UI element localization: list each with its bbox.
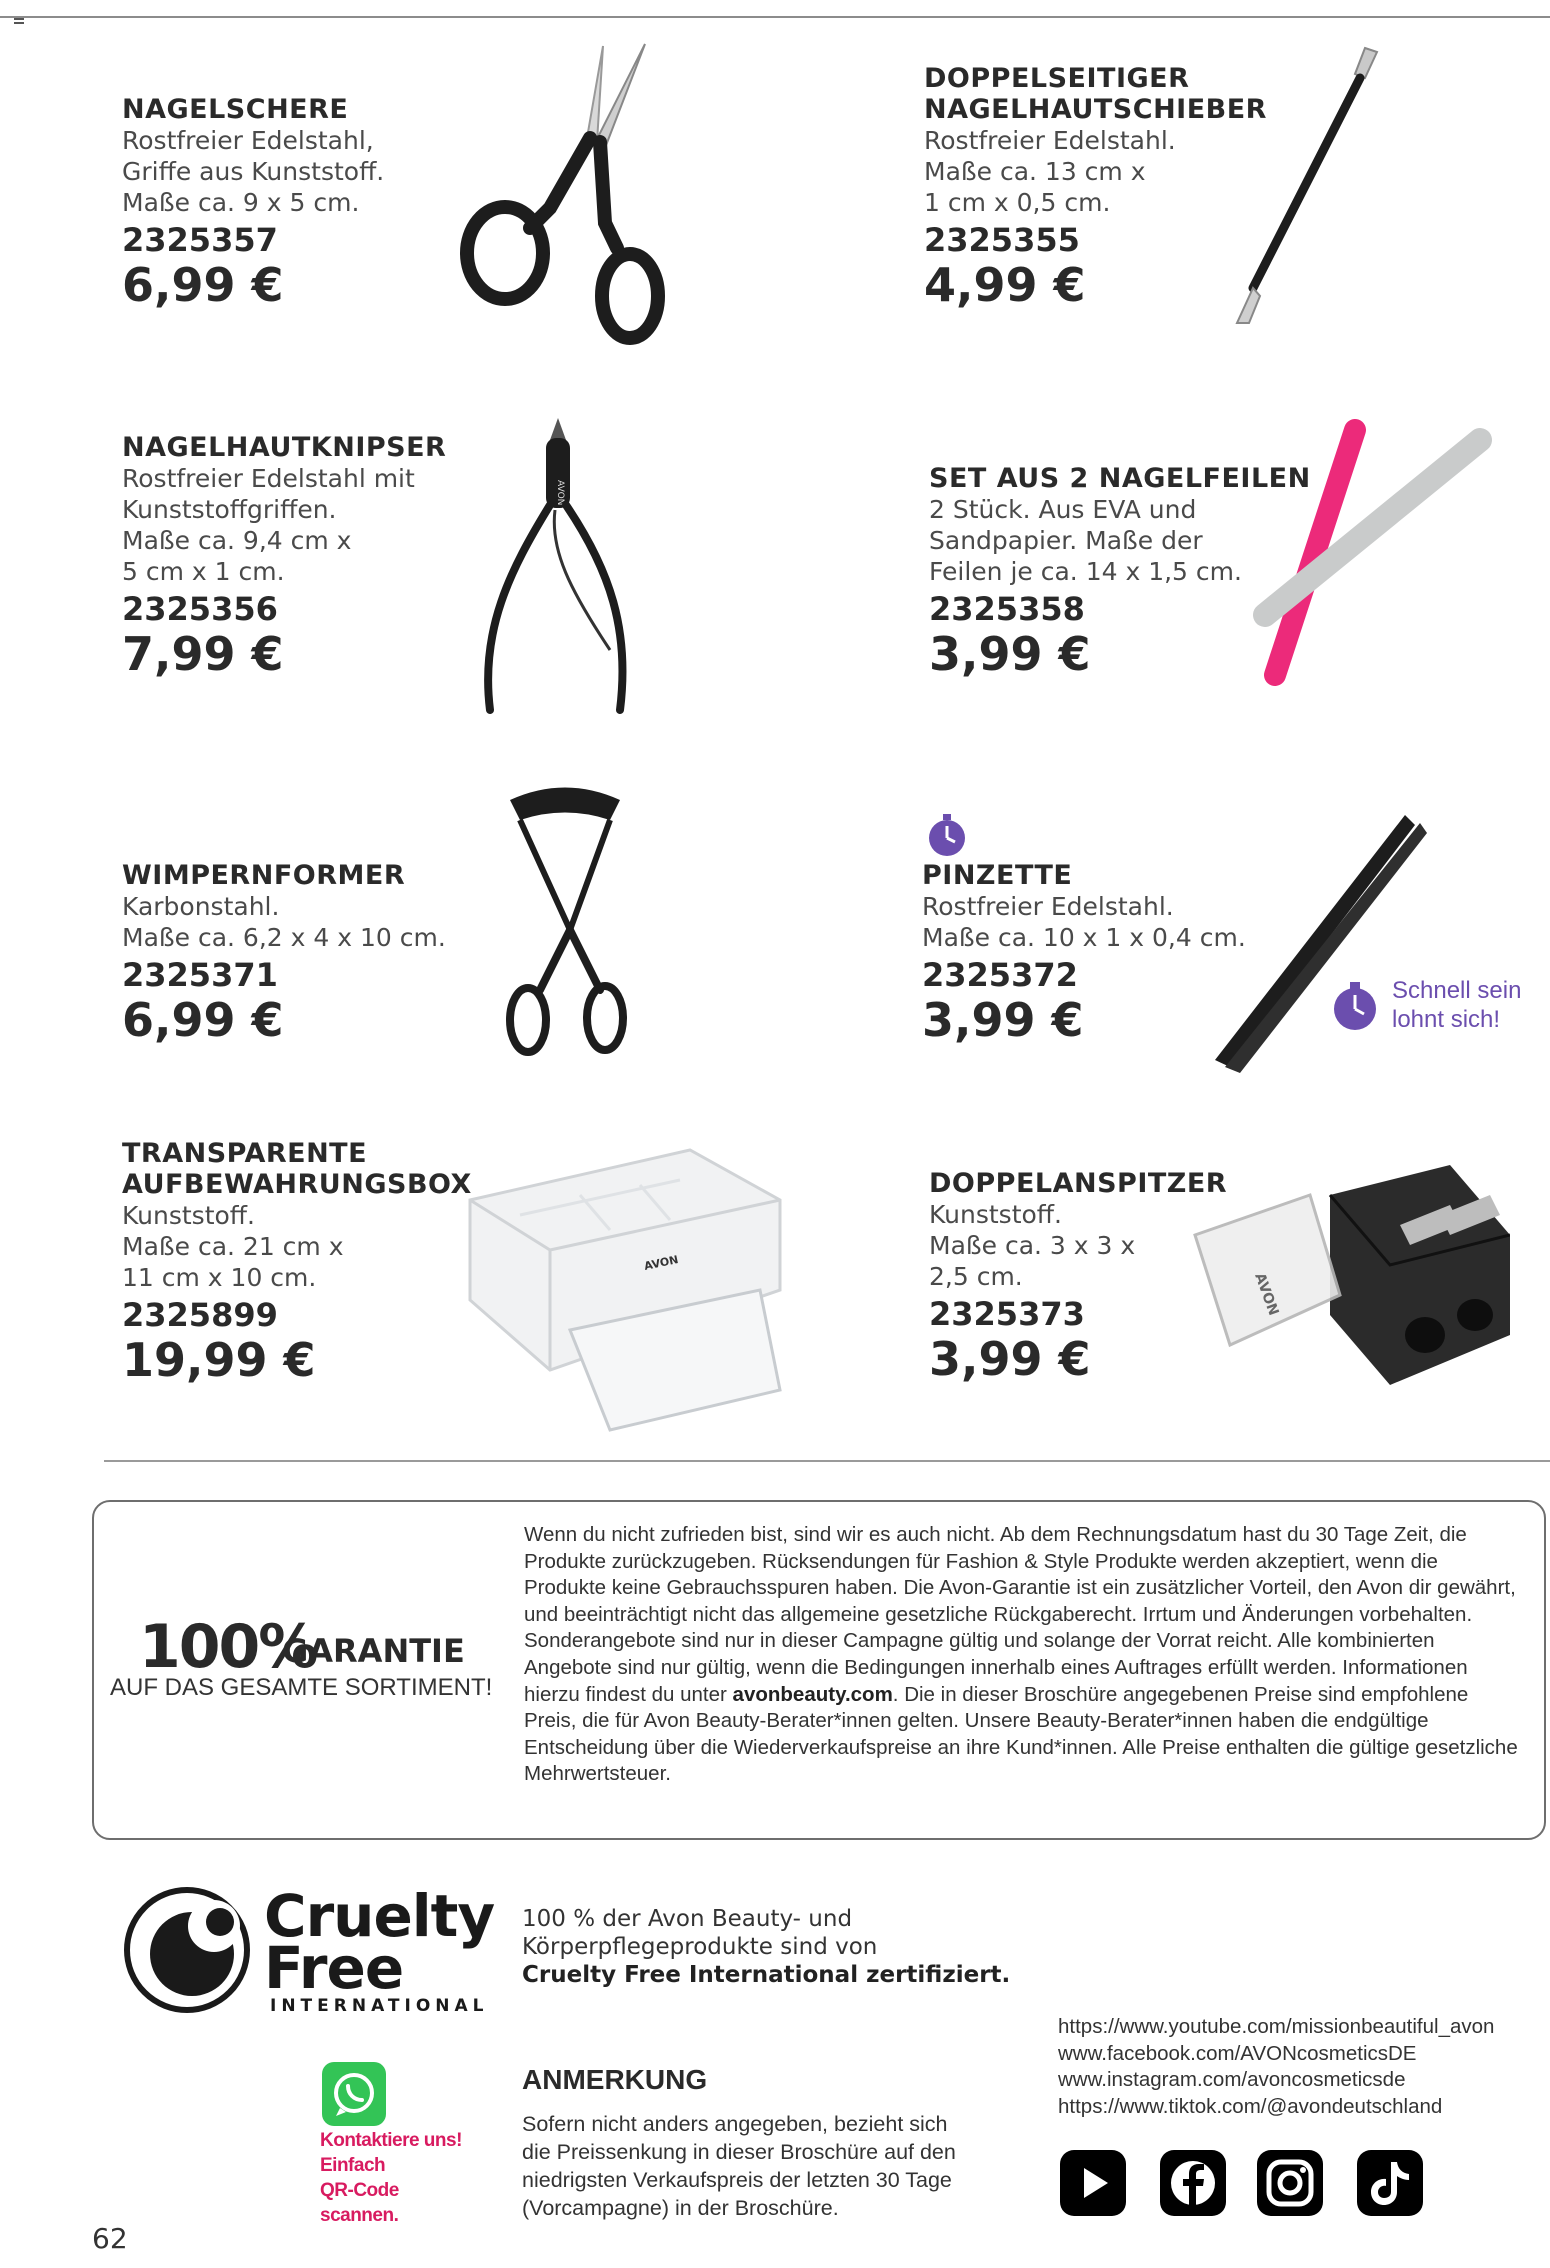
guarantee-text-b: . Die in dieser Broschüre angegebenen Preise sind empfohlene Preis, die für Avon Beauty-Berater*innen gelten. Unsere Beauty-Berater*innen haben die endgültige Entscheidung über die Wiederverkaufspreise an ihre Kund*innen. Alle Preise enthalten die gültige gesetzliche Mehrwertsteuer. [524,1682,1518,1786]
product-title: DOPPELSEITIGER NAGELHAUTSCHIEBER [924,63,1267,125]
product-wimpernformer [122,860,446,1045]
brand-stamp: AVON [555,480,565,506]
product-code: 2325899 [122,1296,278,1334]
guarantee-text-a: Wenn du nicht zufrieden bist, sind wir es auch nicht. Ab dem Rechnungsdatum hast du 30 Tage Zeit, die Produkte zurückzugeben. Rücksendungen für Fashion & Style Produkte werden akzeptiert, wenn die Produkte keine Gebrauchsspuren haben. Die Avon-Garantie ist ein zusätzlicher Vorteil, den Avon dir gewährt, und beeinträchtigt nicht das allgemeine gesetzliche Rückgaberecht. Irrtum und Änderungen vorbehalten. Sonderangebote sind nur in dieser Campagne gültig und solange der Vorrat reicht. Alle kombinierten Angebote sind nur gültig, wenn die Bedingungen innerhalb eines Auftrages erfüllt werden. Informationen hierzu findest du unter [524,1523,1516,1706]
timer-note-line2: lohnt sich! [1392,1006,1501,1033]
product-price: 3,99 € [922,993,1084,1047]
nail-scissors-image [455,38,695,348]
tiktok-link[interactable]: https://www.tiktok.com/@avondeutschland [1058,2094,1443,2118]
storage-box-image [460,1140,790,1440]
guarantee-link[interactable]: avonbeauty.com [732,1682,893,1706]
product-title: DOPPELANSPITZER [929,1168,1228,1199]
product-aufbewahrungsbox [122,1138,472,1385]
cruelty-free-intl: INTERNATIONAL [270,1996,489,2016]
menu-mark [14,18,24,24]
product-code: 2325355 [924,221,1080,259]
product-code: 2325372 [922,956,1078,994]
product-description: Rostfreier Edelstahl, Griffe aus Kunststoff. Maße ca. 9 x 5 cm. [122,126,385,217]
whatsapp-glyph-icon [322,2062,386,2126]
cruelty-free-rabbit-icon [122,1884,252,2014]
youtube-link[interactable]: https://www.youtube.com/missionbeautiful_avon [1058,2015,1495,2038]
product-code: 2325373 [929,1295,1085,1333]
instagram-icon[interactable] [1255,2148,1325,2218]
product-price: 6,99 € [122,993,284,1047]
product-code: 2325356 [122,590,278,628]
product-doppelanspitzer [929,1168,1227,1384]
section-divider [104,1460,1550,1462]
guarantee-word: GARANTIE [282,1632,465,1670]
timer-note [1392,976,1550,1034]
facebook-link[interactable]: www.facebook.com/AVONcosmeticsDE [1058,2041,1417,2065]
product-nagelschere [122,94,384,310]
product-title: SET AUS 2 NAGELFEILEN [929,463,1311,494]
product-description: Rostfreier Edelstahl. Maße ca. 10 x 1 x 0,4 cm. [922,892,1246,952]
note-title: ANMERKUNG [522,2064,708,2095]
product-code: 2325371 [122,956,278,994]
facebook-icon[interactable] [1158,2148,1228,2218]
guarantee-subtitle: AUF DAS GESAMTE SORTIMENT! [110,1674,493,1701]
product-price: 3,99 € [929,627,1091,681]
brand-stamp: AVON [1251,1270,1282,1318]
cruelty-free-text [522,1905,1010,1989]
cruelty-free-text-main: 100 % der Avon Beauty- und Körperpflegeprodukte sind von [522,1906,878,1960]
product-nagelhautknipser [122,432,446,679]
product-description: Kunststoff. Maße ca. 21 cm x 11 cm x 10 cm. [122,1201,344,1292]
product-title: TRANSPARENTE AUFBEWAHRUNGSBOX [122,1138,472,1200]
product-price: 3,99 € [929,1332,1091,1386]
product-price: 4,99 € [924,258,1086,312]
product-description: 2 Stück. Aus EVA und Sandpapier. Maße der Feilen je ca. 14 x 1,5 cm. [929,495,1242,586]
product-code: 2325357 [122,221,278,259]
timer-note-line1: Schnell sein [1392,977,1522,1004]
stopwatch-icon [1330,980,1380,1032]
guarantee-text [524,1522,1524,1788]
nail-files-image [1245,410,1495,690]
youtube-icon[interactable] [1058,2148,1128,2218]
product-title: PINZETTE [922,860,1073,891]
whatsapp-text[interactable]: Kontaktiere uns! Einfach QR-Code scannen. [320,2130,462,2226]
brand-stamp: AVON [642,1253,680,1273]
eyelash-curler-image [490,780,640,1060]
product-code: 2325358 [929,590,1085,628]
cruelty-free-logo [122,1882,502,2022]
product-title: NAGELSCHERE [122,94,349,125]
product-description: Karbonstahl. Maße ca. 6,2 x 4 x 10 cm. [122,892,446,952]
product-price: 6,99 € [122,258,284,312]
cruelty-free-text-bold: Cruelty Free International zertifiziert. [522,1962,1011,1988]
product-description: Rostfreier Edelstahl mit Kunststoffgriffen. Maße ca. 9,4 cm x 5 cm x 1 cm. [122,464,415,586]
cuticle-nipper-image [470,410,650,720]
whatsapp-icon[interactable] [322,2062,386,2126]
guarantee-box [92,1500,1546,1840]
page-number: 62 [92,2222,128,2255]
top-rule [0,16,1550,18]
guarantee-percent: 100% [139,1612,317,1682]
cruelty-free-word1: Cruelty [264,1882,495,1950]
tweezers-image [1195,805,1435,1085]
product-price: 7,99 € [122,627,284,681]
product-price: 19,99 € [122,1333,316,1387]
social-links [1058,2014,1494,2120]
stopwatch-icon [924,812,970,858]
product-title: WIMPERNFORMER [122,860,406,891]
cuticle-pusher-image [1215,38,1395,328]
cruelty-free-word2: Free [264,1934,404,2002]
product-description: Kunststoff. Maße ca. 3 x 3 x 2,5 cm. [929,1200,1136,1291]
product-title: NAGELHAUTKNIPSER [122,432,447,463]
tiktok-icon[interactable] [1355,2148,1425,2218]
instagram-link[interactable]: www.instagram.com/avoncosmeticsde [1058,2068,1406,2091]
note-text: Sofern nicht anders angegeben, bezieht sich die Preissenkung in dieser Broschüre auf den niedrigsten Verkaufspreis der letzten 30 Tage (Vorcampagne) in der Broschüre. [522,2112,956,2220]
product-description: Rostfreier Edelstahl. Maße ca. 13 cm x 1 cm x 0,5 cm. [924,126,1176,217]
sharpener-image [1190,1165,1510,1395]
